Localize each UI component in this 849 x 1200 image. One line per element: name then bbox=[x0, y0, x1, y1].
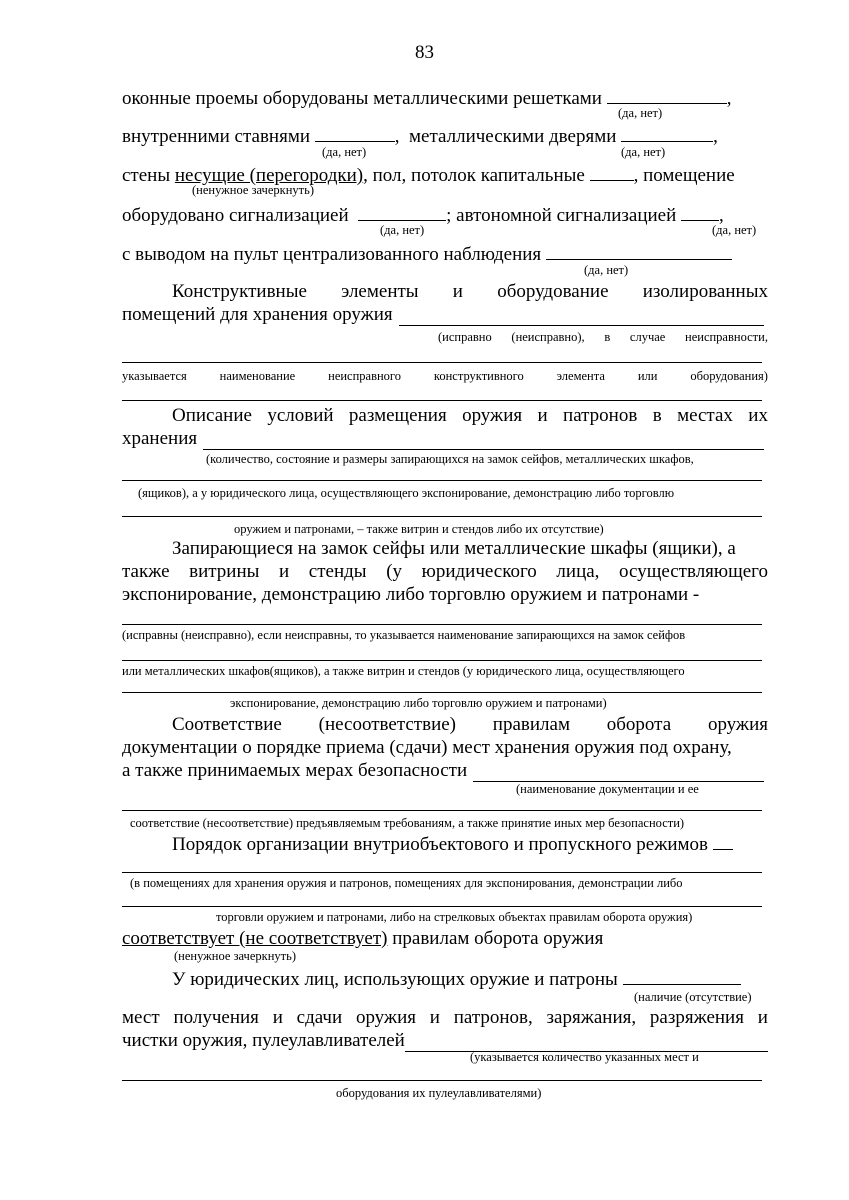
word: размещения bbox=[348, 405, 447, 426]
regime-blank-line-2[interactable] bbox=[122, 906, 762, 907]
structural-blank-line-2[interactable] bbox=[122, 400, 762, 401]
compliance-line-2: документации о порядке приема (сдачи) мест хранения оружия под охрану, bbox=[122, 737, 732, 758]
walls-rest: , пол, потолок капитальные bbox=[363, 165, 585, 186]
word: и bbox=[272, 1007, 283, 1028]
legal-line-3 bbox=[122, 1030, 768, 1052]
legal-text: У юридических лиц, использующих оружие и патроны bbox=[172, 969, 618, 990]
hint-word: неисправности, bbox=[685, 330, 768, 344]
placement-blank-line-2[interactable] bbox=[122, 516, 762, 517]
placement-blank[interactable] bbox=[203, 432, 764, 450]
alarm-line: оборудовано сигнализацией ; автономной сигнализацией , bbox=[122, 205, 724, 226]
walls-premise: , помещение bbox=[633, 165, 735, 186]
placement-line-1 bbox=[172, 405, 768, 427]
hint-word: элемента bbox=[556, 369, 605, 383]
word: лица, bbox=[556, 561, 600, 582]
word: оружия bbox=[355, 1007, 416, 1028]
hint-word: случае bbox=[629, 330, 666, 344]
walls-hint: (ненужное зачеркнуть) bbox=[192, 183, 314, 197]
regime-line-1 bbox=[172, 832, 733, 856]
compliance-blank-line[interactable] bbox=[122, 810, 762, 811]
doors-hint: (да, нет) bbox=[621, 145, 666, 159]
structural-line-1 bbox=[172, 281, 768, 303]
structural-hint-2 bbox=[122, 369, 768, 383]
word: Соответствие bbox=[172, 714, 282, 735]
walls-lead: стены bbox=[122, 165, 171, 186]
placement-blank-line-1[interactable] bbox=[122, 480, 762, 481]
compliance-hint-1: (наименование документации и ее bbox=[516, 782, 699, 796]
structural-label: помещений для хранения оружия bbox=[122, 304, 393, 325]
legal-hint-2: (указывается количество указанных мест и bbox=[470, 1050, 699, 1064]
windows-blank[interactable] bbox=[607, 86, 727, 104]
word: витрины bbox=[189, 561, 260, 582]
safes-hint-2: или металлических шкафов(ящиков), а также витрин и стендов (у юридического лица, осуществляющего bbox=[122, 664, 685, 678]
alarm-text: оборудовано сигнализацией bbox=[122, 205, 349, 226]
regime-blank-line-1[interactable] bbox=[122, 872, 762, 873]
compliance-label: а также принимаемых мерах безопасности bbox=[122, 760, 468, 781]
console-blank[interactable] bbox=[546, 242, 732, 260]
word: и bbox=[429, 1007, 440, 1028]
compliance-line-1 bbox=[172, 714, 768, 736]
windows-hint: (да, нет) bbox=[618, 106, 663, 120]
word: в bbox=[652, 405, 662, 426]
shutters-text: внутренними ставнями bbox=[122, 126, 311, 147]
structural-blank-line[interactable] bbox=[122, 362, 762, 363]
safes-blank-line-1[interactable] bbox=[122, 624, 762, 625]
windows-line: оконные проемы оборудованы металлическими решетками , bbox=[122, 88, 732, 109]
compliance-blank[interactable] bbox=[473, 764, 764, 782]
word: также bbox=[122, 561, 170, 582]
placement-hint-1: (количество, состояние и размеры запирающихся на замок сейфов, металлических шкафов, bbox=[206, 452, 694, 466]
structural-blank[interactable] bbox=[399, 308, 764, 326]
console-line bbox=[122, 242, 732, 266]
word: разряжения bbox=[649, 1007, 744, 1028]
word: мест bbox=[122, 1007, 160, 1028]
word: местах bbox=[677, 405, 733, 426]
word: патронов bbox=[563, 405, 638, 426]
walls-struck-option[interactable]: несущие (перегородки) bbox=[174, 165, 364, 186]
placement-label: хранения bbox=[122, 428, 198, 449]
structural-hint-1 bbox=[438, 330, 768, 344]
legal-blank-line[interactable] bbox=[122, 1080, 762, 1081]
word: стенды bbox=[308, 561, 367, 582]
hint-word: или bbox=[637, 369, 658, 383]
word: получения bbox=[173, 1007, 259, 1028]
structural-line-2 bbox=[122, 304, 764, 326]
windows-text: оконные проемы оборудованы металлическими решетками bbox=[122, 88, 602, 109]
safes-hint-1: (исправны (неисправно), если неисправны, то указывается наименование запирающихся на замок сейфов bbox=[122, 628, 686, 642]
legal-hint-1: (наличие (отсутствие) bbox=[634, 990, 752, 1004]
autonomous-alarm-text: ; автономной сигнализацией bbox=[446, 205, 677, 226]
safes-line-1: Запирающиеся на замок сейфы или металлические шкафы (ящики), а bbox=[172, 538, 736, 559]
walls-blank[interactable] bbox=[590, 163, 634, 181]
word: (у bbox=[386, 561, 403, 582]
regime-verdict-hint: (ненужное зачеркнуть) bbox=[174, 949, 296, 963]
word: и bbox=[279, 561, 290, 582]
alarm-blank[interactable] bbox=[358, 203, 446, 221]
shutters-line: внутренними ставнями , металлическими дверями , bbox=[122, 126, 718, 147]
word: оборота bbox=[606, 714, 672, 735]
legal-label: чистки оружия, пулеулавливателей bbox=[122, 1030, 405, 1051]
word: Описание bbox=[172, 405, 252, 426]
regime-blank[interactable] bbox=[713, 832, 733, 850]
word: элементы bbox=[341, 281, 419, 302]
hint-word: в bbox=[604, 330, 611, 344]
console-text: с выводом на пульт централизованного наблюдения bbox=[122, 244, 542, 265]
regime-text: Порядок организации внутриобъектового и пропускного режимов bbox=[172, 834, 708, 855]
doors-blank[interactable] bbox=[621, 124, 713, 142]
autonomous-alarm-blank[interactable] bbox=[681, 203, 719, 221]
legal-line-1 bbox=[172, 967, 741, 991]
verdict-rest: правилам оборота оружия bbox=[387, 928, 604, 949]
safes-line-2 bbox=[122, 561, 768, 583]
page-number: 83 bbox=[415, 42, 434, 63]
word: и bbox=[452, 281, 463, 302]
legal-line-2 bbox=[122, 1007, 768, 1029]
hint-word: конструктивного bbox=[433, 369, 524, 383]
placement-line-2 bbox=[122, 428, 764, 450]
hint-word: (исправно bbox=[438, 330, 492, 344]
placement-hint-3: оружием и патронами, – также витрин и стендов либо их отсутствие) bbox=[234, 522, 604, 536]
regime-hint-2: торговли оружием и патронами, либо на стрелковых объектах правилам оборота оружия) bbox=[216, 910, 693, 924]
placement-hint-2: (ящиков), а у юридического лица, осуществляющего экспонирование, демонстрацию либо торговлю bbox=[138, 486, 675, 500]
word: заряжания, bbox=[546, 1007, 637, 1028]
word: (несоответствие) bbox=[318, 714, 457, 735]
safes-blank-line-2[interactable] bbox=[122, 660, 762, 661]
compliance-hint-2: соответствие (несоответствие) предъявляемым требованиям, а также принятие иных мер безопасности) bbox=[130, 816, 685, 830]
word: осуществляющего bbox=[619, 561, 768, 582]
word: и bbox=[537, 405, 548, 426]
word: сдачи bbox=[296, 1007, 343, 1028]
word: и bbox=[757, 1007, 768, 1028]
hint-word: неисправного bbox=[328, 369, 401, 383]
word: юридического bbox=[421, 561, 537, 582]
hint-word: указывается bbox=[122, 369, 187, 383]
legal-blank[interactable] bbox=[623, 967, 741, 985]
word: изолированных bbox=[642, 281, 768, 302]
word: оборудование bbox=[497, 281, 609, 302]
hint-word: оборудования) bbox=[690, 369, 768, 383]
word: оружия bbox=[462, 405, 523, 426]
hint-word: (неисправно), bbox=[511, 330, 585, 344]
word: правилам bbox=[492, 714, 570, 735]
word: их bbox=[748, 405, 768, 426]
regime-hint-1: (в помещениях для хранения оружия и патронов, помещениях для экспонирования, демонстрации либо bbox=[130, 876, 683, 890]
compliance-line-3 bbox=[122, 760, 764, 782]
console-hint: (да, нет) bbox=[584, 263, 629, 277]
alarm-hint: (да, нет) bbox=[380, 223, 425, 237]
doors-text: металлическими дверями bbox=[409, 126, 617, 147]
word: Конструктивные bbox=[172, 281, 307, 302]
word: условий bbox=[267, 405, 334, 426]
hint-word: наименование bbox=[219, 369, 296, 383]
shutters-blank[interactable] bbox=[315, 124, 395, 142]
autonomous-alarm-hint: (да, нет) bbox=[712, 223, 757, 237]
word: оружия bbox=[707, 714, 768, 735]
verdict-struck-option[interactable]: соответствует (не соответствует) bbox=[122, 928, 388, 949]
shutters-hint: (да, нет) bbox=[322, 145, 367, 159]
safes-line-3: экспонирование, демонстрацию либо торговлю оружием и патронами - bbox=[122, 584, 700, 605]
legal-hint-3: оборудования их пулеулавливателями) bbox=[336, 1086, 542, 1100]
regime-verdict bbox=[122, 928, 603, 950]
safes-hint-3: экспонирование, демонстрацию либо торговлю оружием и патронами) bbox=[230, 696, 607, 710]
word: патронов, bbox=[453, 1007, 533, 1028]
safes-blank-line-3[interactable] bbox=[122, 692, 762, 693]
